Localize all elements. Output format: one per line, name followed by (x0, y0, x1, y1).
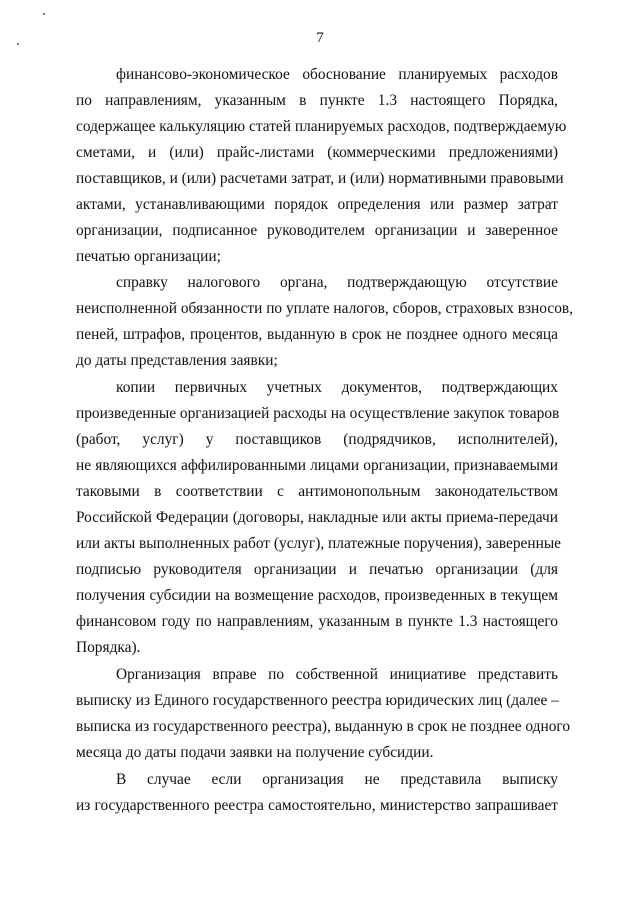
text-line: выписка из государственного реестра), выданную в срок не позднее одного (76, 718, 571, 735)
text-line: справку налогового органа, подтверждающую отсутствие (116, 274, 558, 291)
text-line: таковыми в соответствии с антимонопольным законодательством (76, 483, 558, 500)
text-line: В случае если организация не представила выписку (116, 771, 558, 788)
text-line: копии первичных учетных документов, подтверждающих (116, 379, 558, 396)
text-line: (работ, услуг) у поставщиков (подрядчиков, исполнителей), (76, 431, 558, 448)
text-line: актами, устанавливающими порядок определения или размер затрат (76, 196, 558, 213)
text-line: организации, подписанное руководителем организации и заверенное (76, 222, 558, 239)
text-line: финансово-экономическое обоснование планируемых расходов (116, 66, 558, 83)
text-line: поставщиков, и (или) расчетами затрат, и (или) нормативными правовыми (76, 170, 564, 187)
text-line: неисполненной обязанности по уплате налогов, сборов, страховых взносов, (76, 300, 574, 317)
text-line: пеней, штрафов, процентов, выданную в срок не позднее одного месяца (76, 326, 558, 343)
text-line: месяца до даты подачи заявки на получение субсидии. (76, 744, 434, 761)
text-line: из государственного реестра самостоятельно, министерство запрашивает (76, 797, 558, 814)
text-line: выписку из Единого государственного реестра юридических лиц (далее – (76, 692, 559, 709)
text-line: содержащее калькуляцию статей планируемых расходов, подтверждаемую (76, 118, 567, 135)
text-line: сметами, и (или) прайс-листами (коммерческими предложениями) (76, 144, 558, 161)
text-line: Порядка). (76, 639, 141, 656)
text-line: не являющихся аффилированными лицами организации, признаваемыми (76, 457, 558, 474)
text-line: Российской Федерации (договоры, накладные или акты приема-передачи (76, 509, 558, 526)
scan-speck (43, 13, 45, 15)
text-line: до даты представления заявки; (76, 352, 278, 369)
text-line: получения субсидии на возмещение расходов, произведенных в текущем (76, 587, 558, 604)
text-line: финансовом году по направлениям, указанным в пункте 1.3 настоящего (76, 613, 558, 630)
text-line: печатью организации; (76, 248, 221, 265)
text-line: по направлениям, указанным в пункте 1.3 настоящего Порядка, (76, 92, 558, 109)
text-line: или акты выполненных работ (услуг), платежные поручения), заверенные (76, 535, 561, 552)
text-line: Организация вправе по собственной инициативе представить (116, 666, 558, 683)
text-line: подписью руководителя организации и печатью организации (для (76, 561, 558, 578)
page-number: 7 (316, 30, 324, 46)
text-line: произведенные организацией расходы на осуществление закупок товаров (76, 405, 560, 422)
